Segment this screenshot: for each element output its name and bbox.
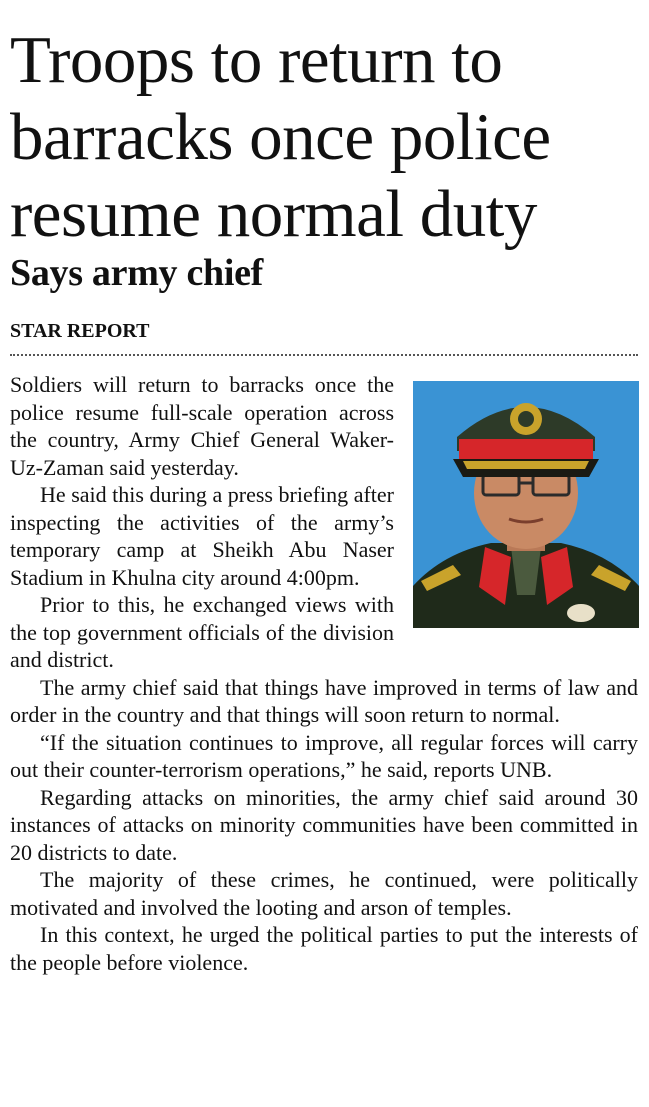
headline-line-1: Troops to return to xyxy=(10,23,503,97)
paragraph-2: He said this during a press briefing after inspecting the activities of the army’s temporary camp at Sheikh Abu Naser Stadium in Khulna city around 4:00pm. xyxy=(10,482,394,590)
paragraph-1: Soldiers will return to barracks once the police resume full-scale operation across the country, Army Chief General Waker-Uz-Zaman said yesterday. xyxy=(10,372,394,480)
paragraph-3: Prior to this, he exchanged views with the top government officials of the division and district. xyxy=(10,592,394,672)
paragraph-6: Regarding attacks on minorities, the army chief said around 30 instances of attacks on minority communities have been committed in 20 districts to date. xyxy=(10,784,638,865)
paragraph-5: “If the situation continues to improve, all regular forces will carry out their counter-terrorism operations,” he said, reports UNB. xyxy=(10,729,638,782)
paragraph-7: The majority of these crimes, he continued, were politically motivated and involved the looting and arson of temples. xyxy=(10,867,638,920)
headline-line-2: barracks once police xyxy=(10,100,551,174)
headline-line-3: resume normal duty xyxy=(10,177,537,251)
photo-float-spacer xyxy=(412,371,638,633)
paragraph-8: In this context, he urged the political parties to put the interests of the people before violence. xyxy=(10,922,638,975)
article-byline: STAR REPORT xyxy=(10,320,150,342)
byline-divider xyxy=(10,354,638,356)
paragraph-4: The army chief said that things have improved in terms of law and order in the country and that things will soon return to normal. xyxy=(10,674,638,727)
article-subheadline: Says army chief xyxy=(10,252,264,294)
article-headline xyxy=(10,22,642,253)
article-body xyxy=(10,371,638,976)
